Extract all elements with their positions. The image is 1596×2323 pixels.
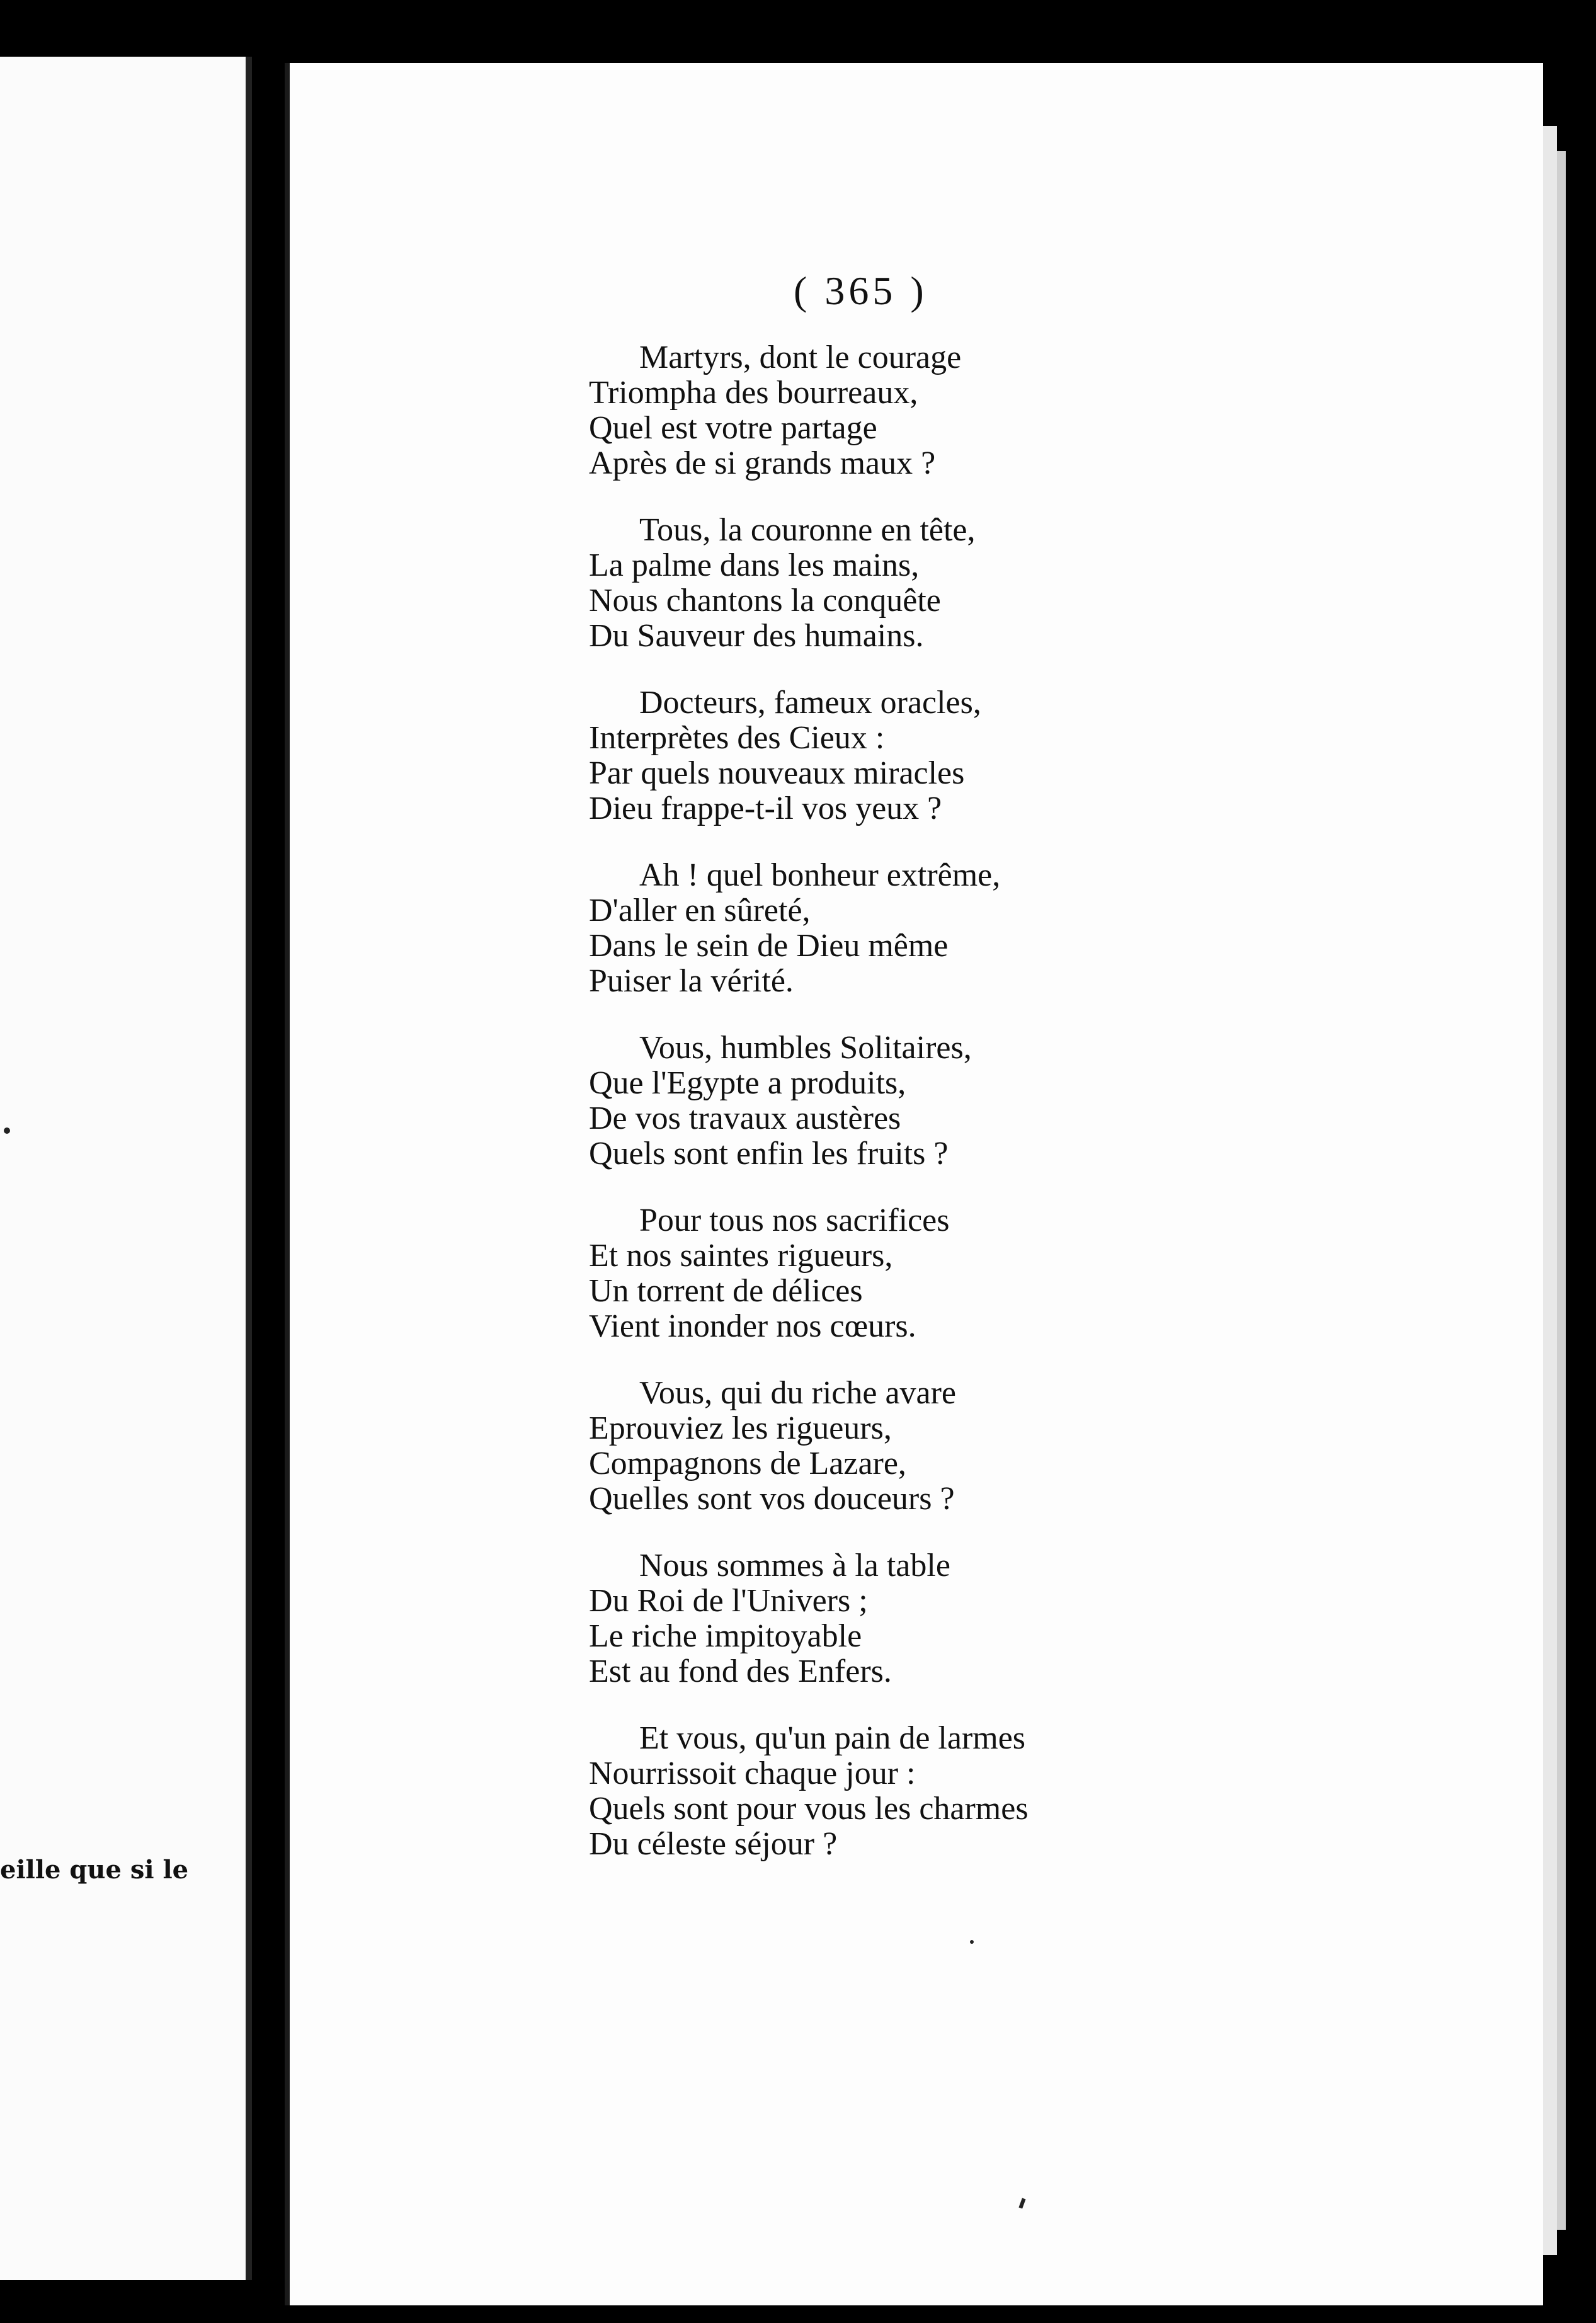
stanza xyxy=(589,1721,1143,1862)
verse-line: Que l'Egypte a produits, xyxy=(589,1065,906,1101)
verse-line: Vous, qui du riche avare xyxy=(639,1375,957,1411)
facing-page-text-fragment: eille que si le xyxy=(0,1855,189,1885)
verse-line: De vos travaux austères xyxy=(589,1100,901,1136)
facing-page xyxy=(0,57,252,2280)
stanza xyxy=(589,685,1143,826)
verse-line: Dieu frappe-t-il vos yeux ? xyxy=(589,791,942,826)
verse-line: Nourrissoit chaque jour : xyxy=(589,1755,916,1791)
ink-speck xyxy=(970,1940,974,1944)
verse-line: Un torrent de délices xyxy=(589,1273,863,1309)
verse-line: Par quels nouveaux miracles xyxy=(589,755,965,791)
verse-line: Après de si grands maux ? xyxy=(589,445,936,481)
ink-speck xyxy=(1018,2198,1025,2208)
verse-line: Du Sauveur des humains. xyxy=(589,618,924,654)
verse-line: Tous, la couronne en tête, xyxy=(639,512,976,548)
verse-line: Vient inonder nos cœurs. xyxy=(589,1308,916,1344)
stanza xyxy=(589,1548,1143,1689)
verse-line: Eprouviez les rigueurs, xyxy=(589,1410,892,1446)
verse-line: Quelles sont vos douceurs ? xyxy=(589,1481,955,1517)
verse-line: Quels sont pour vous les charmes xyxy=(589,1791,1029,1827)
verse-line: Docteurs, fameux oracles, xyxy=(639,685,981,721)
verse-line: Et vous, qu'un pain de larmes xyxy=(639,1720,1026,1756)
verse-line: Nous sommes à la table xyxy=(639,1548,950,1584)
verse-line: Triompha des bourreaux, xyxy=(589,375,918,411)
verse-line: Puiser la vérité. xyxy=(589,963,794,999)
verse-line: Dans le sein de Dieu même xyxy=(589,928,949,964)
poem-body xyxy=(589,340,1143,1893)
verse-line: Nous chantons la conquête xyxy=(589,583,941,619)
stanza xyxy=(589,1203,1143,1344)
verse-line: Compagnons de Lazare, xyxy=(589,1446,906,1481)
verse-line: Et nos saintes rigueurs, xyxy=(589,1238,893,1274)
verse-line: D'aller en sûreté, xyxy=(589,893,811,928)
stanza xyxy=(589,340,1143,481)
stanza xyxy=(589,1030,1143,1172)
verse-line: La palme dans les mains, xyxy=(589,547,920,583)
verse-line: Du Roi de l'Univers ; xyxy=(589,1583,868,1619)
verse-line: Interprètes des Cieux : xyxy=(589,720,885,756)
ink-speck xyxy=(4,1127,10,1134)
verse-line: Est au fond des Enfers. xyxy=(589,1653,892,1689)
verse-line: Du céleste séjour ? xyxy=(589,1826,838,1862)
page-number: ( 365 ) xyxy=(794,268,928,313)
verse-line: Quels sont enfin les fruits ? xyxy=(589,1136,949,1172)
verse-line: Martyrs, dont le courage xyxy=(639,340,962,375)
page-edge xyxy=(1557,151,1566,2230)
verse-line: Quel est votre partage xyxy=(589,410,877,446)
verse-line: Ah ! quel bonheur extrême, xyxy=(639,857,1001,893)
verse-line: Le riche impitoyable xyxy=(589,1618,862,1654)
stanza xyxy=(589,513,1143,654)
verse-line: Vous, humbles Solitaires, xyxy=(639,1030,972,1066)
stanza xyxy=(589,1376,1143,1517)
stanza xyxy=(589,858,1143,999)
verse-line: Pour tous nos sacrifices xyxy=(639,1202,950,1238)
